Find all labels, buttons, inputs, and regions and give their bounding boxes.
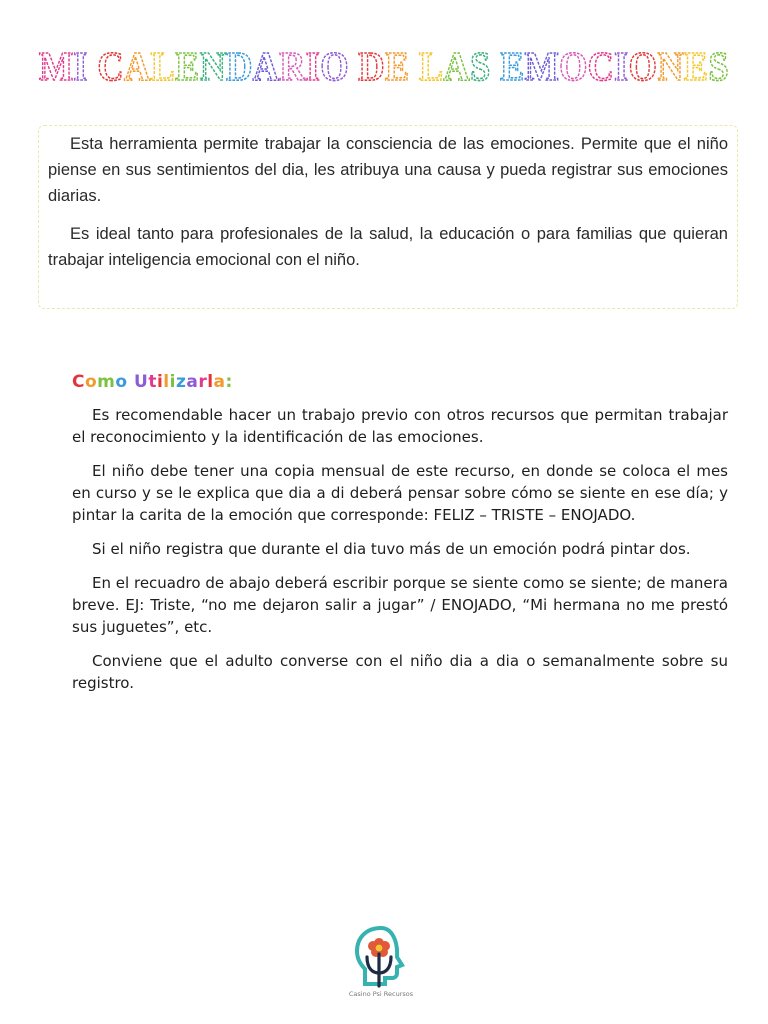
logo-caption: Casino Psi Recursos xyxy=(348,990,414,998)
how-to-paragraph-3: Si el niño registra que durante el dia tuvo más de un emoción podrá pintar dos. xyxy=(92,540,691,558)
intro-box xyxy=(38,125,738,309)
how-to-paragraph-1: Es recomendable hacer un trabajo previo con otros recursos que permitan trabajar el reconocimiento y la identificación de las emociones. xyxy=(72,406,728,446)
logo-icon xyxy=(336,924,426,990)
how-to-paragraph-5: Conviene que el adulto converse con el niño dia a dia o semanalmente sobre su registro. xyxy=(72,652,728,692)
how-to-paragraph-4: En el recuadro de abajo deberá escribir porque se siente como se siente; de manera breve. EJ: Triste, “no me dejaron salir a jugar” / ENOJADO, “Mi hermana no me prestó sus juguetes”, etc. xyxy=(72,574,728,636)
title-text: MI CALENDARIO DE LAS EMOCIONES xyxy=(39,43,732,89)
intro-paragraph-1: Esta herramienta permite trabajar la consciencia de las emociones. Permite que el niño piense en sus sentimientos del dia, les atribuya una causa y pueda registrar sus emociones diarias. xyxy=(48,135,728,205)
logo-psi-icon xyxy=(367,954,391,986)
page-title xyxy=(0,38,768,100)
logo xyxy=(336,924,426,1004)
how-to-paragraph-2: El niño debe tener una copia mensual de este recurso, en donde se coloca el mes en curso y se le explica que dia a di deberá pensar sobre cómo se siente en ese día; y pintar la carita de la emoción que corresponde: FELIZ – TRISTE – ENOJADO. xyxy=(72,462,728,524)
intro-paragraph-2: Es ideal tanto para profesionales de la salud, la educación o para familias que quieran trabajar inteligencia emocional con el niño. xyxy=(48,225,728,269)
how-to-heading: Como Utilizarla: xyxy=(72,372,233,392)
title-svg xyxy=(0,38,768,90)
how-to-section xyxy=(72,372,728,706)
